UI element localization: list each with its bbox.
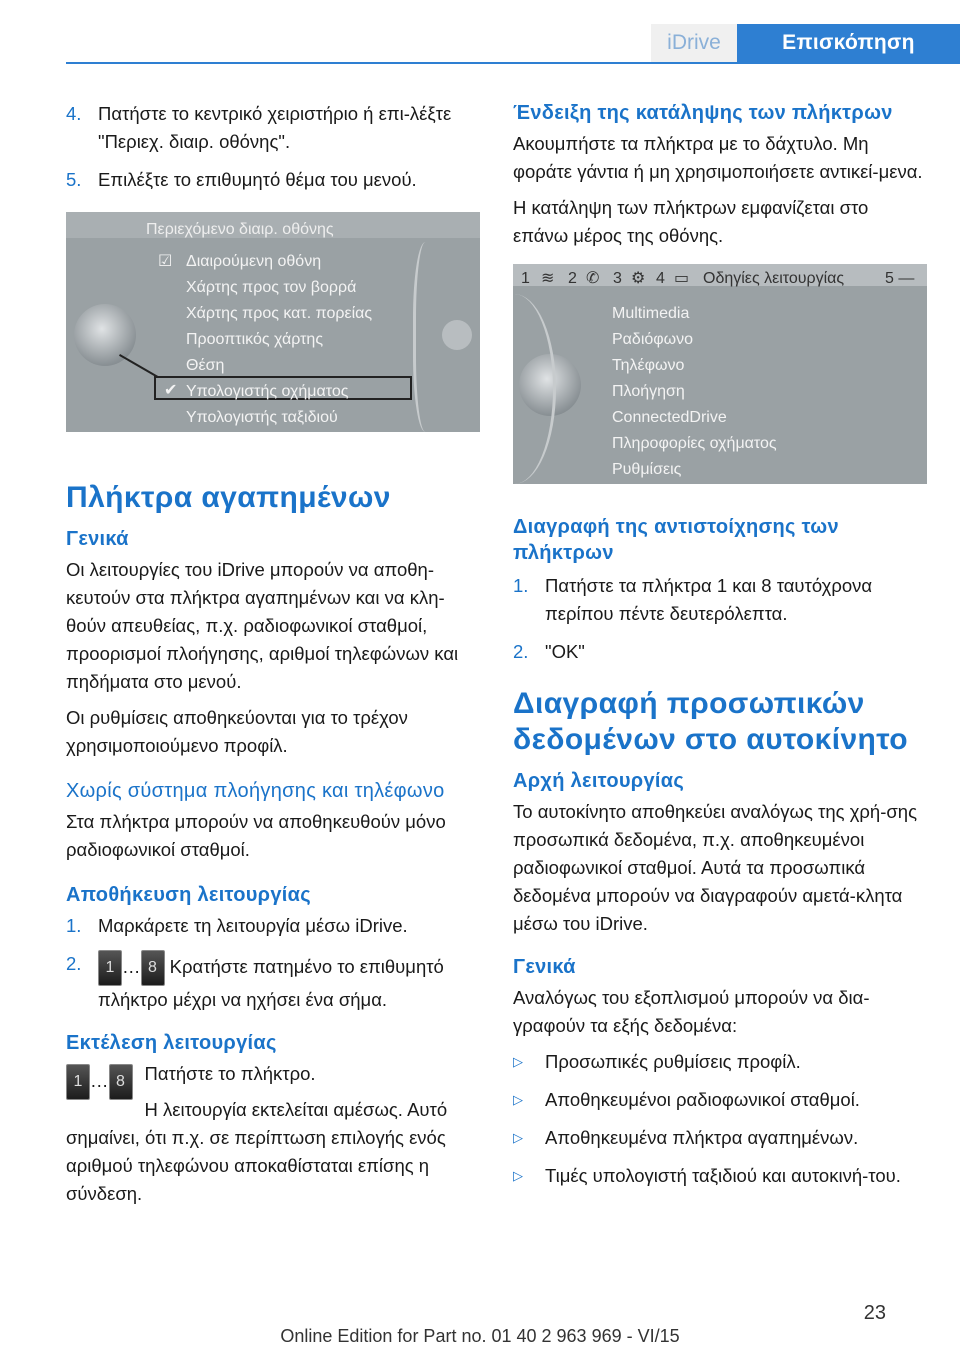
menu-item: Multimedia	[612, 305, 690, 322]
menu-item: Υπολογιστής οχήματος	[186, 383, 349, 400]
step-number: 2.	[66, 953, 82, 974]
step-number: 5.	[66, 169, 82, 190]
car-icon: ▭	[674, 270, 690, 287]
header-tab-idrive: iDrive	[651, 24, 737, 62]
screen-title: Περιεχόμενο διαιρ. οθόνης	[146, 221, 334, 238]
section-title-favorites: Πλήκτρα αγαπημένων	[66, 481, 391, 514]
triangle-bullet-icon: ▷	[513, 1054, 523, 1069]
step-text	[98, 950, 480, 1014]
fav-key-label: 1	[521, 270, 530, 287]
key-8-icon: 8	[109, 1064, 133, 1100]
menu-item: Διαιρούμενη οθόνη	[186, 253, 322, 270]
bullet-text: Αποθηκευμένα πλήκτρα αγαπημένων.	[545, 1127, 859, 1148]
phone-icon: ✆	[586, 270, 600, 287]
key-dots: …	[90, 1069, 109, 1091]
bullet-item	[513, 1162, 927, 1190]
screenshot-split-screen-menu	[66, 212, 480, 432]
bullet-item	[513, 1124, 927, 1152]
signal-icon: ≋	[541, 270, 555, 287]
paragraph: Το αυτοκίνητο αποθηκεύει αναλόγως της χρή-σης προσωπικά δεδομένα, π.χ. αποθηκευμένοι ραδιοφωνικοί σταθμοί. Αυτά τα προσωπικά δεδομένα μπορούν να διαγραφούν αμετά-κλητα μέσω του iDrive.	[513, 801, 918, 934]
triangle-bullet-icon: ▷	[513, 1130, 523, 1145]
bullet-item	[513, 1048, 927, 1076]
header-tab-overview: Επισκόπηση	[737, 24, 960, 62]
pointer-line	[119, 354, 158, 378]
step-number: 2.	[513, 641, 529, 662]
heading-execute-function: Εκτέλεση λειτουργίας	[66, 1032, 277, 1054]
key-8-icon: 8	[141, 950, 165, 986]
key-1-icon: 1	[98, 950, 122, 986]
menu-item: Χάρτης προς τον βορρά	[186, 279, 357, 296]
menu-item: Πληροφορίες οχήματος	[612, 435, 777, 452]
fav-key-label: Οδηγίες λειτουργίας	[703, 270, 845, 287]
left-column	[66, 100, 480, 1216]
menu-item: Πλοήγηση	[612, 383, 685, 400]
menu-item: Προοπτικός χάρτης	[186, 331, 324, 348]
bullet-item	[513, 1086, 927, 1114]
scroll-arc	[413, 242, 444, 432]
paragraph: Οι ρυθμίσεις αποθηκεύονται για το τρέχον χρησιμοποιούμενο προφίλ.	[66, 707, 408, 756]
check-icon: ✔	[164, 382, 178, 399]
key-dots: …	[122, 955, 141, 977]
menu-item: Τηλέφωνο	[612, 357, 685, 374]
section-title-delete-personal-data: Διαγραφή προσωπικών δεδομένων στο αυτοκίνητο	[513, 687, 908, 756]
heading-general: Γενικά	[513, 956, 576, 978]
store-step-2	[66, 950, 480, 1014]
step-number: 1.	[513, 575, 529, 596]
delete-step-2	[513, 638, 927, 666]
step-number: 4.	[66, 103, 82, 124]
heading-general: Γενικά	[66, 528, 129, 550]
bullet-text: Αποθηκευμένοι ραδιοφωνικοί σταθμοί.	[545, 1089, 860, 1110]
paragraph: Η λειτουργία εκτελείται αμέσως. Αυτό σημαίνει, ότι π.χ. σε περίπτωση επιλογής ενός αριθμού τηλεφώνου αποκαθίσταται επίσης η σύνδεση.	[66, 1099, 448, 1204]
paragraph: Πατήστε το πλήκτρο.	[144, 1063, 316, 1084]
step-number: 1.	[66, 915, 82, 936]
fav-key-label: 2	[568, 270, 577, 287]
gear-icon: ⚙	[631, 270, 646, 287]
screenshot-main-menu	[513, 264, 927, 484]
heading-delete-assignment: Διαγραφή της αντιστοίχησης των πλήκτρων	[513, 516, 839, 564]
menu-item: Ρυθμίσεις	[612, 461, 682, 478]
menu-item: Ραδιόφωνο	[612, 331, 694, 348]
step-text-body: Κρατήστε πατημένο το επιθυμητό πλήκτρο μέχρι να ηχήσει ένα σήμα.	[98, 955, 444, 1010]
menu-item: Χάρτης προς κατ. πορείας	[186, 305, 373, 322]
bullet-text: Προσωπικές ρυθμίσεις προφίλ.	[545, 1051, 801, 1072]
heading-store-function: Αποθήκευση λειτουργίας	[66, 884, 311, 906]
store-step-1	[66, 912, 480, 940]
step-5	[66, 166, 480, 194]
paragraph: Αναλόγως του εξοπλισμού μπορούν να δια-γραφούν τα εξής δεδομένα:	[513, 987, 870, 1036]
controller-knob-icon	[74, 304, 136, 366]
menu-item: Θέση	[186, 357, 225, 374]
key-1-icon: 1	[66, 1064, 90, 1100]
favorites-bar	[513, 264, 927, 286]
step-text: Πατήστε το κεντρικό χειριστήριο ή επι-λέξτε "Περιεχ. διαιρ. οθόνης".	[98, 103, 452, 152]
heading-principle: Αρχή λειτουργίας	[513, 770, 685, 792]
header-rule	[66, 62, 960, 64]
triangle-bullet-icon: ▷	[513, 1092, 523, 1107]
triangle-bullet-icon: ▷	[513, 1168, 523, 1183]
heading-key-occupancy: Ένδειξη της κατάληψης των πλήκτρων	[513, 102, 893, 124]
right-nav-icon	[442, 320, 472, 350]
step-4	[66, 100, 480, 156]
heading-no-navigation: Χωρίς σύστημα πλοήγησης και τηλέφωνο	[66, 780, 445, 802]
menu-item: Υπολογιστής ταξιδιού	[186, 409, 338, 426]
step-text: "OK"	[545, 641, 585, 662]
paragraph: Ακουμπήστε τα πλήκτρα με το δάχτυλο. Μη φοράτε γάντια ή μη χρησιμοποιήσετε αντικεί-μενα.	[513, 133, 923, 182]
fav-key-label: 3	[613, 270, 622, 287]
paragraph: Η κατάληψη των πλήκτρων εμφανίζεται στο επάνω μέρος της οθόνης.	[513, 197, 869, 246]
step-text: Επιλέξτε το επιθυμητό θέμα του μενού.	[98, 169, 417, 190]
fav-key-label: 5 —	[885, 270, 915, 287]
delete-step-1	[513, 572, 927, 628]
menu-item: ConnectedDrive	[612, 409, 727, 426]
key-icons	[66, 1064, 133, 1100]
paragraph: Στα πλήκτρα μπορούν να αποθηκευθούν μόνο ραδιοφωνικοί σταθμοί.	[66, 811, 446, 860]
footer-edition: Online Edition for Part no. 01 40 2 963 969 - VI/15	[280, 1326, 680, 1346]
bullet-text: Τιμές υπολογιστή ταξιδιού και αυτοκινή-του.	[545, 1165, 901, 1186]
scroll-arc	[513, 294, 556, 484]
step-text: Μαρκάρετε τη λειτουργία μέσω iDrive.	[98, 915, 408, 936]
checkbox-icon: ☑	[158, 253, 173, 270]
step-text: Πατήστε τα πλήκτρα 1 και 8 ταυτόχρονα περίπου πέντε δευτερόλεπτα.	[545, 575, 873, 624]
paragraph: Οι λειτουργίες του iDrive μπορούν να αποθη-κευτούν στα πλήκτρα αγαπημένων και να κλη-θούν απευθείας, π.χ. ραδιοφωνικοί σταθμοί, προορισμοί πλοήγησης, αριθμοί τηλεφώνων και πηδήματα στο μενού.	[66, 559, 459, 692]
fav-key-label: 4	[656, 270, 665, 287]
page-number: 23	[863, 1302, 886, 1324]
right-column	[513, 100, 927, 1200]
